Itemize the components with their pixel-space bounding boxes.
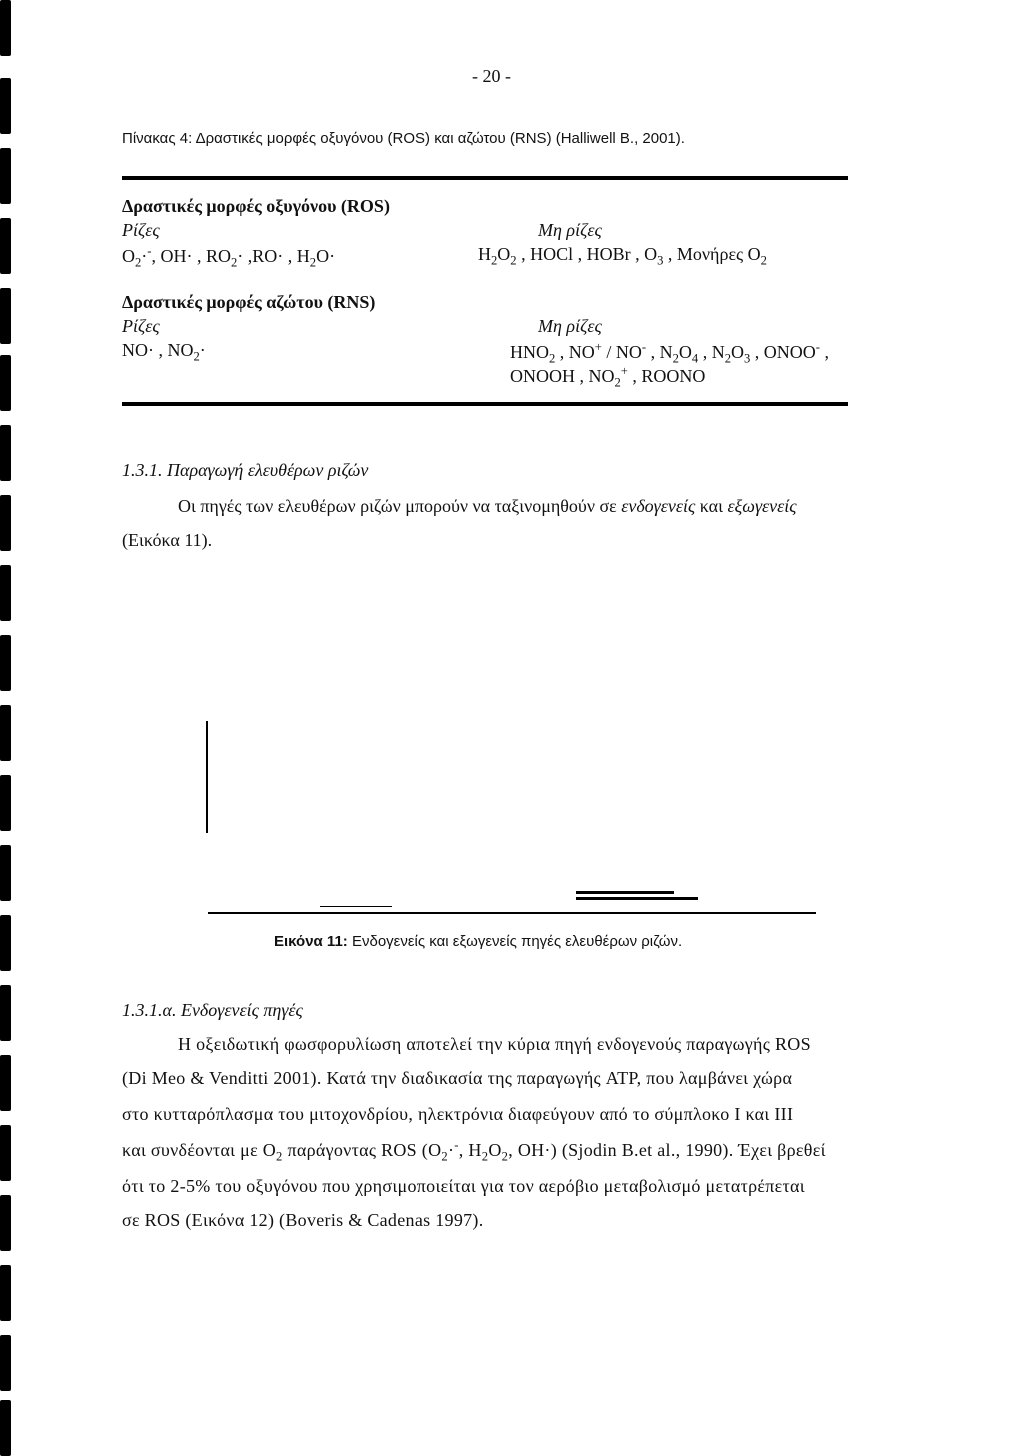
- film-perforation: [0, 78, 11, 134]
- film-perforation: [0, 775, 11, 831]
- film-perforation: [0, 0, 11, 56]
- film-perforation: [0, 495, 11, 551]
- film-perforation: [0, 355, 11, 411]
- film-perforation: [0, 915, 11, 971]
- rns-non-radicals-list-line1: $HNO_2$ , NO+ / NO- , $N_2O_4$ , $N_2O_3$ , ONOO- ,: [510, 340, 829, 366]
- rns-heading: Δραστικές μορφές αζώτου (RNS): [122, 292, 376, 312]
- paragraph-line-5: ότι το 2-5% του οξυγόνου που χρησιμοποιείται για τον αερόβιο μεταβολισμό μετατρέπεται: [122, 1176, 805, 1196]
- film-perforation: [0, 148, 11, 204]
- film-perforation: [0, 1265, 11, 1321]
- line1-text-start: Οι πηγές των ελευθέρων ριζών μπορούν να ταξινομηθούν σε: [178, 496, 622, 516]
- film-perforation: [0, 218, 11, 274]
- figure-mark: [320, 906, 392, 907]
- line1-text-mid: και: [695, 496, 728, 516]
- paragraph-line-4: και συνδέονται με $O_2$ παράγοντας ROS ($O_2\cdot^-$, $H_2O_2$, OH·) (Sjodin B.et al., 1990). Έχει βρεθεί: [122, 1138, 826, 1164]
- rns-non-radicals-list-line2: ONOOH , $NO_2^+$ , ROONO: [510, 364, 706, 390]
- rns-radicals-label: Ρίζες: [122, 316, 160, 336]
- ros-heading: Δραστικές μορφές οξυγόνου (ROS): [122, 196, 390, 216]
- figure-11-caption: [274, 933, 682, 950]
- film-perforation: [0, 635, 11, 691]
- figure-11-area: [200, 715, 820, 915]
- film-perforation: [0, 845, 11, 901]
- table-bottom-rule: [122, 402, 848, 406]
- section-1-3-1-heading: 1.3.1. Παραγωγή ελευθέρων ριζών: [122, 460, 369, 480]
- paragraph-line-1: Η οξειδωτική φωσφορυλίωση αποτελεί την κύρια πηγή ενδογενούς παραγωγής ROS: [178, 1034, 811, 1054]
- rns-non-radicals-label: Μη ρίζες: [538, 316, 602, 336]
- film-perforation: [0, 288, 11, 344]
- film-perforation: [0, 705, 11, 761]
- ros-non-radicals-label: Μη ρίζες: [538, 220, 602, 240]
- figure-left-edge: [206, 721, 208, 833]
- ros-non-radicals-list: $H_2O_2$ , HOCl , HOBr , $O_3$ , Μονήρες $O_2$: [478, 244, 767, 268]
- figure-mark: [576, 891, 674, 894]
- film-perforation: [0, 1125, 11, 1181]
- figure-11-caption-text: Ενδογενείς και εξωγενείς πηγές ελευθέρων ριζών.: [347, 933, 683, 950]
- film-perforation: [0, 1400, 11, 1456]
- line1-emphasis-exogenous: εξωγενείς: [727, 496, 797, 516]
- figure-bottom-rule: [208, 912, 816, 914]
- section-1-3-1-line2: (Εικόκα 11).: [122, 530, 213, 550]
- line1-emphasis-endogenous: ενδογενείς: [621, 496, 696, 516]
- section-1-3-1-a-heading: 1.3.1.α. Ενδογενείς πηγές: [122, 1000, 303, 1020]
- table-top-rule: [122, 176, 848, 180]
- page-number: - 20 -: [472, 66, 511, 86]
- paragraph-line-3: στο κυτταρόπλασμα του μιτοχονδρίου, ηλεκτρόνια διαφεύγουν από το σύμπλοκο I και III: [122, 1104, 794, 1124]
- film-perforation: [0, 565, 11, 621]
- film-perforation: [0, 425, 11, 481]
- paragraph-line-2: (Di Meo & Venditti 2001). Κατά την διαδικασία της παραγωγής ATP, που λαμβάνει χώρα: [122, 1068, 793, 1088]
- paragraph-line-6: σε ROS (Εικόνα 12) (Boveris & Cadenas 1997).: [122, 1210, 484, 1230]
- ros-radicals-list: $O_2\cdot^-$, OH· , $RO_2\cdot ,RO\cdot$ , $H_2O\cdot$: [122, 244, 336, 270]
- figure-11-label: Εικόνα 11:: [274, 933, 348, 950]
- film-perforation: [0, 1055, 11, 1111]
- film-perforation: [0, 1335, 11, 1391]
- figure-mark: [576, 897, 698, 900]
- film-perforation: [0, 1195, 11, 1251]
- film-perforation: [0, 985, 11, 1041]
- rns-radicals-list: NO· , $NO_2\cdot$: [122, 340, 206, 364]
- film-strip-edge: [0, 0, 36, 1450]
- section-1-3-1-line1: [178, 496, 797, 517]
- table-caption: Πίνακας 4: Δραστικές μορφές οξυγόνου (ROS) και αζώτου (RNS) (Halliwell B., 2001).: [122, 130, 685, 147]
- ros-radicals-label: Ρίζες: [122, 220, 160, 240]
